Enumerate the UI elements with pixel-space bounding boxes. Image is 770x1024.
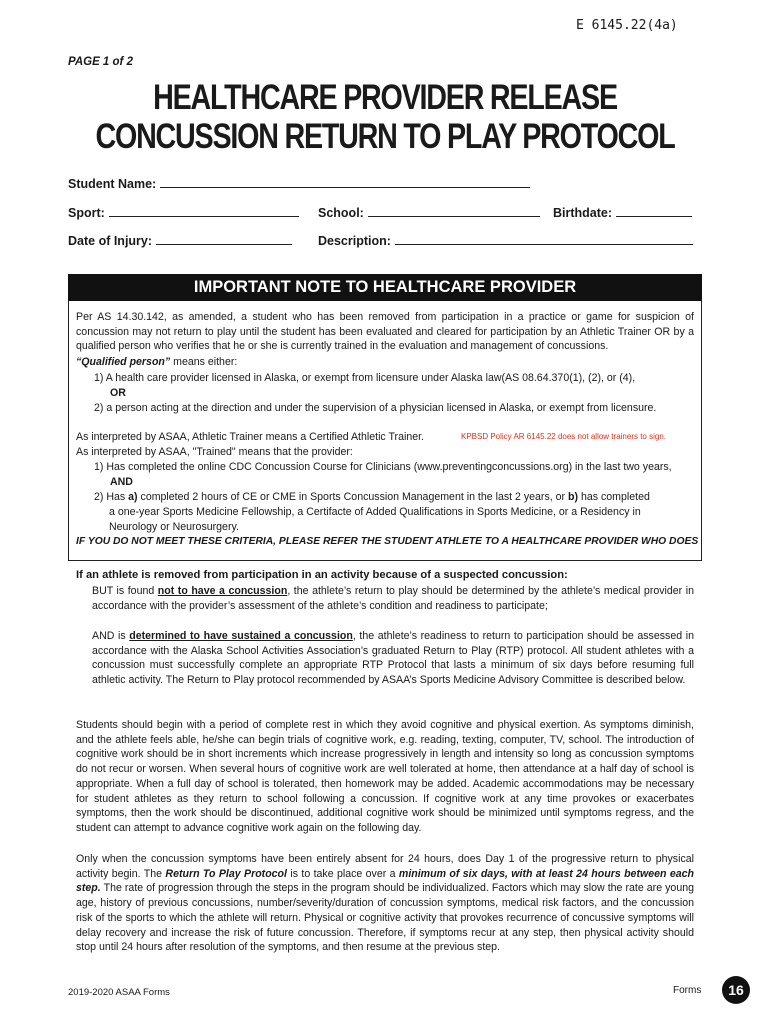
page-label: PAGE 1 of 2 [68, 56, 133, 68]
footer-left: 2019-2020 ASAA Forms [68, 987, 170, 998]
title-line-1: HEALTHCARE PROVIDER RELEASE [153, 78, 617, 117]
trained-item-2-b: b) [568, 491, 579, 503]
student-name-label: Student Name: [68, 177, 157, 191]
page-number-badge: 16 [722, 976, 750, 1004]
not-concussion-paragraph [92, 584, 694, 613]
description-field[interactable] [318, 233, 693, 248]
birthdate-label: Birthdate: [553, 206, 613, 220]
note-paragraph-1: Per AS 14.30.142, as amended, a student who has been removed from participation in a practice or game for suspicion of concussion may not return to play until the student has been evaluated and cleared for participation by an Athletic Trainer OR by a qualified person who verifies that he or she is currently trained in the evaluation and management of concussions. [76, 311, 694, 353]
date-of-injury-label: Date of Injury: [68, 234, 153, 248]
title-line-2: CONCUSSION RETURN TO PLAY PROTOCOL [95, 117, 675, 156]
but-suffix: , the athlete’s return to play should be determined by the athlete’s medical provider in accordance with the provider’s assessment of the athlete’s condition and readiness to participate; [92, 585, 694, 612]
rtp-text-1: Only when the concussion symptoms have been entirely absent for 24 hours, does Day 1 of the progressive return to physical activity begin. The [76, 853, 694, 880]
trained-and: AND [110, 476, 133, 488]
concussion-paragraph [92, 629, 694, 688]
trained-item-2-end: has completed [578, 491, 650, 503]
qualified-person-rest: means either: [170, 356, 238, 368]
rtp-minimum-term: minimum of six days, with at least 24 hours between each step. [76, 867, 694, 895]
date-of-injury-line [156, 233, 292, 245]
rtp-protocol-term: Return To Play Protocol [165, 867, 287, 880]
trained-item-2-line3: Neurology or Neurosurgery. [109, 521, 239, 533]
trained-item-2 [94, 490, 650, 505]
not-concussion-text: not to have a concussion [157, 585, 288, 597]
important-note-heading: IMPORTANT NOTE TO HEALTHCARE PROVIDER [68, 274, 702, 301]
athletic-trainer-line: As interpreted by ASAA, Athletic Trainer means a Certified Athletic Trainer. [76, 431, 424, 443]
trained-item-2-a: a) [128, 491, 138, 503]
rest-paragraph: Students should begin with a period of complete rest in which they avoid cognitive and physical exertion. As symptoms diminish, and the athlete feels able, he/she can begin trials of cognitive work, e.g. reading, texting, computer, TV, school. The introduction of cognitive work should be in short increments which increase progressively in length and intensity so long as concussion symptoms do not recur or worsen. When several hours of cognitive work are well tolerated at home, then attendance at a half day of school is appropriate. When a full day of school is tolerated, then homework may be added. Academic accommodations may be necessary for student athletes as they return to school following a concussion. If cognitive work at any time provokes or exacerbates symptoms, then the work should be discontinued, additional cognitive work should be minimized until symptoms regress, and the student can attempt to advance cognitive work again on the following day. [76, 719, 694, 834]
date-of-injury-field[interactable] [68, 233, 292, 248]
removed-heading: If an athlete is removed from participation in an activity because of a suspected concussion: [76, 569, 568, 581]
sport-field[interactable] [68, 205, 299, 220]
sustained-concussion-text: determined to have sustained a concussion [129, 630, 353, 642]
qualified-item-1: 1) A health care provider licensed in Alaska, or exempt from licensure under Alaska law(AS 08.64.370(1), (2), or (4), [94, 372, 636, 384]
trained-item-2-start: 2) Has [94, 491, 129, 503]
school-field[interactable] [318, 205, 540, 220]
return-to-play-paragraph [76, 852, 694, 955]
description-line [395, 233, 693, 245]
school-label: School: [318, 206, 364, 220]
student-name-field[interactable] [68, 176, 530, 191]
qualified-person-line [76, 355, 237, 370]
student-name-line [160, 176, 530, 188]
qualified-or: OR [110, 387, 126, 399]
trained-item-2-mid: completed 2 hours of CE or CME in Sports Concussion Management in the last 2 years, or [137, 491, 569, 503]
birthdate-line [616, 205, 692, 217]
qualified-person-term: “Qualified person” [76, 356, 171, 368]
trained-line: As interpreted by ASAA, "Trained" means that the provider: [76, 446, 353, 458]
rtp-text-2: is to take place over a [286, 867, 399, 880]
form-code: E 6145.22(4a) [576, 18, 678, 33]
kpbsd-policy-note: KPBSD Policy AR 6145.22 does not allow trainers to sign. [461, 432, 666, 441]
but-prefix: BUT is found [92, 585, 158, 597]
trained-item-1: 1) Has completed the online CDC Concussion Course for Clinicians (www.preventingconcussions.org) in the last two years, [94, 461, 672, 473]
sport-line [109, 205, 299, 217]
school-line [368, 205, 540, 217]
footer-right: Forms [673, 985, 702, 996]
qualified-item-2: 2) a person acting at the direction and under the supervision of a physician licensed in Alaska, or exempt from licensure. [94, 402, 657, 414]
rtp-text-3: The rate of progression through the steps in the program should be individualized. Factors which may slow the rate are young age, history of previous concussions, number/severity/duration of concussion symptoms, medical risk factors, and the concussion risk of the sports to which the athlete will return. Physical or cognitive activity that provokes recurrence of concussive symptoms will delay recovery and increase the risk of future concussion. Therefore, if symptoms recur at any step, then physical activity should stop until 24 hours after resolution of the symptoms, and then resume at the previous step. [76, 882, 694, 954]
birthdate-field[interactable] [553, 205, 692, 220]
criteria-warning: IF YOU DO NOT MEET THESE CRITERIA, PLEASE REFER THE STUDENT ATHLETE TO A HEALTHCARE PROVIDER WHO DOES [76, 536, 699, 547]
description-label: Description: [318, 234, 391, 248]
sport-label: Sport: [68, 206, 105, 220]
and-prefix: AND is [92, 630, 130, 642]
and-suffix: , the athlete’s readiness to return to participation should be assessed in accordance with the Alaska School Activities Association’s graduated Return to Play (RTP) protocol. All student athletes with a concussion must successfully complete an appropriate RTP Protocol that lasts a minimum of six days before resuming full athletic activity. The Return to Play protocol recommended by ASAA’s Sports Medicine Advisory Committee is described below. [92, 630, 694, 687]
trained-item-2-line2: a one-year Sports Medicine Fellowship, a Certifacte of Added Qualifications in Sports Medicine, or a Residency in [109, 506, 641, 518]
